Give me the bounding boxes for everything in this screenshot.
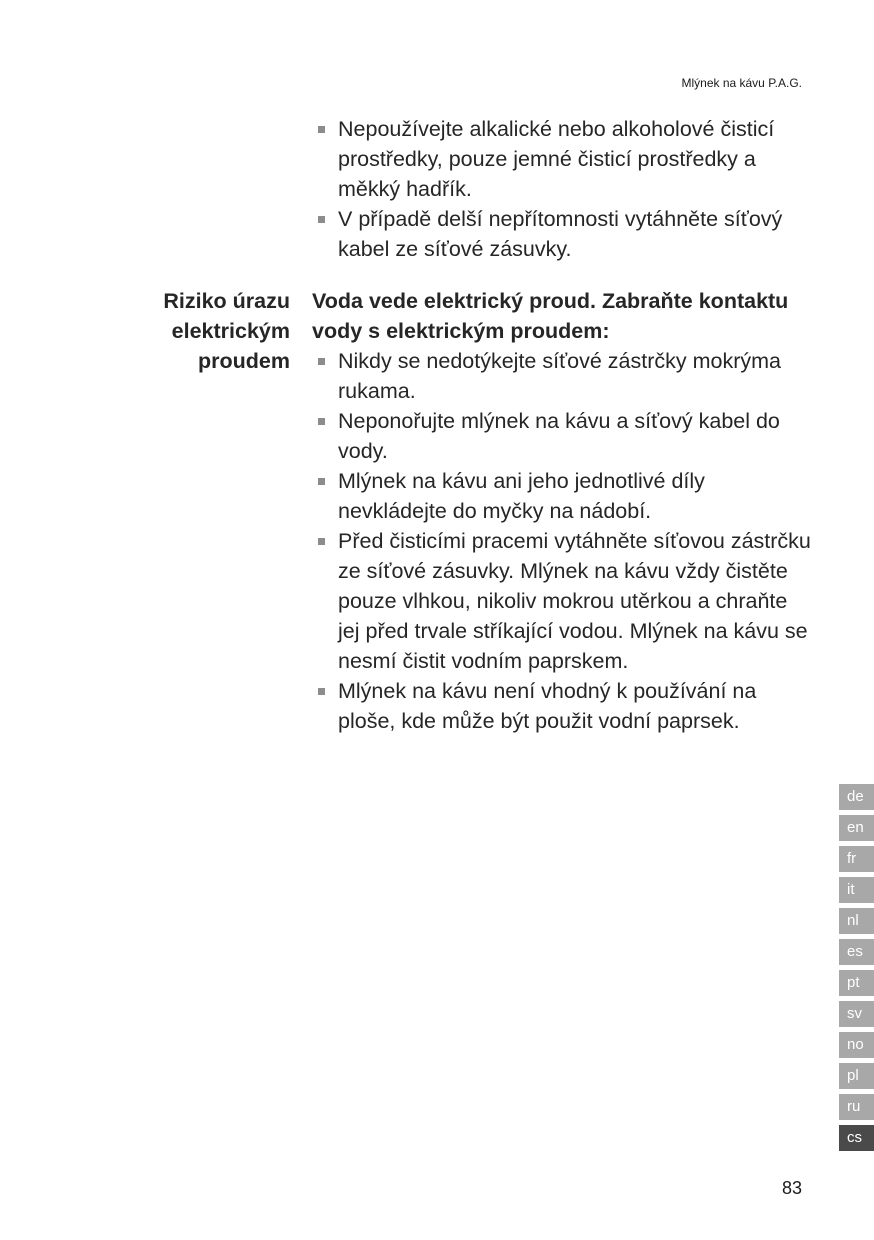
list-item-text: Nepoužívejte alkalické nebo alkoholové čisticí prostředky, pouze jemné čisticí prostředky a měkký hadřík. <box>338 117 775 201</box>
bullet-square-icon <box>318 216 325 223</box>
language-tab-ru[interactable]: ru <box>839 1094 874 1120</box>
language-tab-pl[interactable]: pl <box>839 1063 874 1089</box>
list-item-text: Neponořujte mlýnek na kávu a síťový kabel do vody. <box>338 409 780 463</box>
language-tab-sv[interactable]: sv <box>839 1001 874 1027</box>
section-body <box>312 286 812 736</box>
language-tabs <box>839 784 874 1156</box>
bullet-square-icon <box>318 688 325 695</box>
list-item-text: Před čisticími pracemi vytáhněte síťovou zástrčku ze síťové zásuvky. Mlýnek na kávu vždy čistěte pouze vlhkou, nikoliv mokrou utěrkou a chraňte jej před trvale stříkající vodou. Mlýnek na kávu se nesmí čistit vodním paprskem. <box>338 529 811 673</box>
language-tab-it[interactable]: it <box>839 877 874 903</box>
top-bullet-list <box>312 114 812 264</box>
language-tab-fr[interactable]: fr <box>839 846 874 872</box>
list-item <box>312 204 812 264</box>
list-item <box>312 466 812 526</box>
side-heading-line: Riziko úrazu <box>163 289 290 313</box>
list-item-text: Mlýnek na kávu není vhodný k používání na ploše, kde může být použit vodní paprsek. <box>338 679 757 733</box>
language-tab-no[interactable]: no <box>839 1032 874 1058</box>
side-heading-line: proudem <box>198 349 290 373</box>
language-tab-de[interactable]: de <box>839 784 874 810</box>
language-tab-cs[interactable]: cs <box>839 1125 874 1151</box>
bullet-square-icon <box>318 538 325 545</box>
bullet-square-icon <box>318 126 325 133</box>
list-item <box>312 526 812 676</box>
bullet-square-icon <box>318 418 325 425</box>
bullet-square-icon <box>318 358 325 365</box>
list-item <box>312 676 812 736</box>
list-item <box>312 114 812 204</box>
page-number: 83 <box>781 1178 802 1198</box>
language-tab-en[interactable]: en <box>839 815 874 841</box>
running-header: Mlýnek na kávu P.A.G. <box>681 76 802 90</box>
list-item <box>312 346 812 406</box>
language-tab-nl[interactable]: nl <box>839 908 874 934</box>
list-item-text: Mlýnek na kávu ani jeho jednotlivé díly nevkládejte do myčky na nádobí. <box>338 469 705 523</box>
section-lead: Voda vede elektrický proud. Zabraňte kontaktu vody s elektrickým proudem: <box>312 289 789 343</box>
list-item <box>312 406 812 466</box>
language-tab-pt[interactable]: pt <box>839 970 874 996</box>
list-item-text: Nikdy se nedotýkejte síťové zástrčky mokrýma rukama. <box>338 349 781 403</box>
language-tab-es[interactable]: es <box>839 939 874 965</box>
list-item-text: V případě delší nepřítomnosti vytáhněte síťový kabel ze síťové zásuvky. <box>338 207 783 261</box>
bullet-square-icon <box>318 478 325 485</box>
section-side-heading <box>130 286 290 376</box>
side-heading-line: elektrickým <box>171 319 290 343</box>
